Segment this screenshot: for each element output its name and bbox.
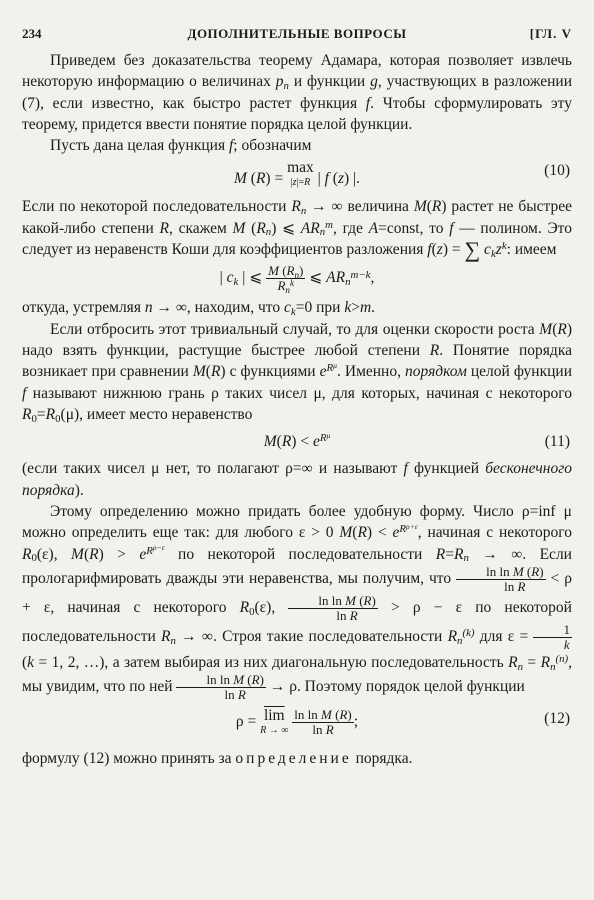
paragraph-1: Приведем без доказательства теорему Адамара, которая позволяет извлечь некоторую информацию о величинах $p_n$ и функции g, участвующих в разложении (7), если известно, как быстро растет функция f. Чтобы сформулировать эту теорему, придется ввести понятие порядка целой функции. — [22, 52, 572, 133]
paragraph-6: (если таких чисел μ нет, то полагают ρ=∞ и называют f функцией бесконечного порядка). — [22, 460, 572, 499]
fraction-mrn-over-rnk: $\frac{M (R_n)}{R_n^k}$ — [268, 263, 304, 295]
paragraph-3: Если по некоторой последовательности $R_n$ → ∞ величина M(R) растет не быстрее какой-либо степени R, скажем M $(R_n)$ ⩽ $AR_n^m$, где A=const, то f — полином. Это следует из неравенств Коши для коэффициентов разложения f(z) = ∑ $c_kz^k$: имеем — [22, 198, 573, 263]
paragraph-8: формулу (12) можно принять за определение порядка. — [22, 750, 413, 768]
cauchy-inequality: | $c_k$ | ⩽ $\frac{M (R_n)}{R_n^k}$ ⩽ $AR_n^{m-k}$, — [219, 263, 375, 295]
equation-10: M (R) = max |z|=R | f (z) |. (10) — [233, 159, 570, 189]
chapter-marker: [ГЛ. V — [529, 26, 572, 41]
page-body — [22, 50, 572, 770]
equation-number-10: (10) — [544, 162, 570, 180]
running-title: ДОПОЛНИТЕЛЬНЫЕ ВОПРОСЫ — [187, 26, 407, 41]
equation-11: $M(R) < e^{R^\mu}$ (11) — [22, 431, 572, 452]
paragraph-5: Если отбросить этот тривиальный случай, то для оценки скорости роста M(R) надо взять функции, растущие быстрее любой степени R. Понятие порядка возникает при сравнении M(R) с функциями $e^{R^\mu}$. Именно, порядком целой функции f называют нижнюю грань ρ таких чисел μ, для которых, начиная с некоторого $R_0=R_0(\mu)$, имеет место неравенство — [22, 320, 572, 425]
paragraph-4: откуда, устремляя n → ∞, находим, что $c_k=0$ при k>m. — [22, 299, 376, 319]
equation-number-11: (11) — [544, 433, 570, 451]
equation-12: ρ = $\overline{lim}$ R → ∞ $\frac{\text{ln ln M (R)}}{\text{ln R}}$ ; (12) — [235, 707, 570, 738]
running-header — [22, 26, 572, 46]
equation-number-12: (12) — [544, 710, 570, 728]
paragraph-2: Пусть дана целая функция f; обозначим — [50, 137, 312, 155]
paragraph-7: Этому определению можно придать более удобную форму. Число ρ=inf μ можно определить еще так: для любого ε > 0 $M(R) < e^{R^{\rho+\varepsilon}}$, начиная с некоторого $R_0(\varepsilon)$, $M(R) > e^{R^{\rho-\varepsilon}}$ по некоторой последовательности $R=R_n$ → ∞. Если прологарифмировать дважды эти неравенства, мы получим, что $\frac{\text{ln ln M (R)}}{\text{ln R}}$ < ρ + ε, начиная с некоторого $R_0(\varepsilon)$, $\frac{\text{ln ln M (R)}}{\text{ln R}}$ > ρ − ε по некоторой последовательности $R_n$ → ∞. Строя такие последовательности $R_n^{(k)}$ для ε = $\frac{1}{k}$ (k = 1, 2, …), а затем выбирая из них диагональную последовательность $R_n = R_n^{(n)}$, мы увидим, что по ней $\frac{\text{ln ln M (R)}}{\text{ln R}}$ → ρ. Поэтому порядок целой функции — [22, 503, 573, 703]
page-number: 234 — [22, 26, 42, 41]
